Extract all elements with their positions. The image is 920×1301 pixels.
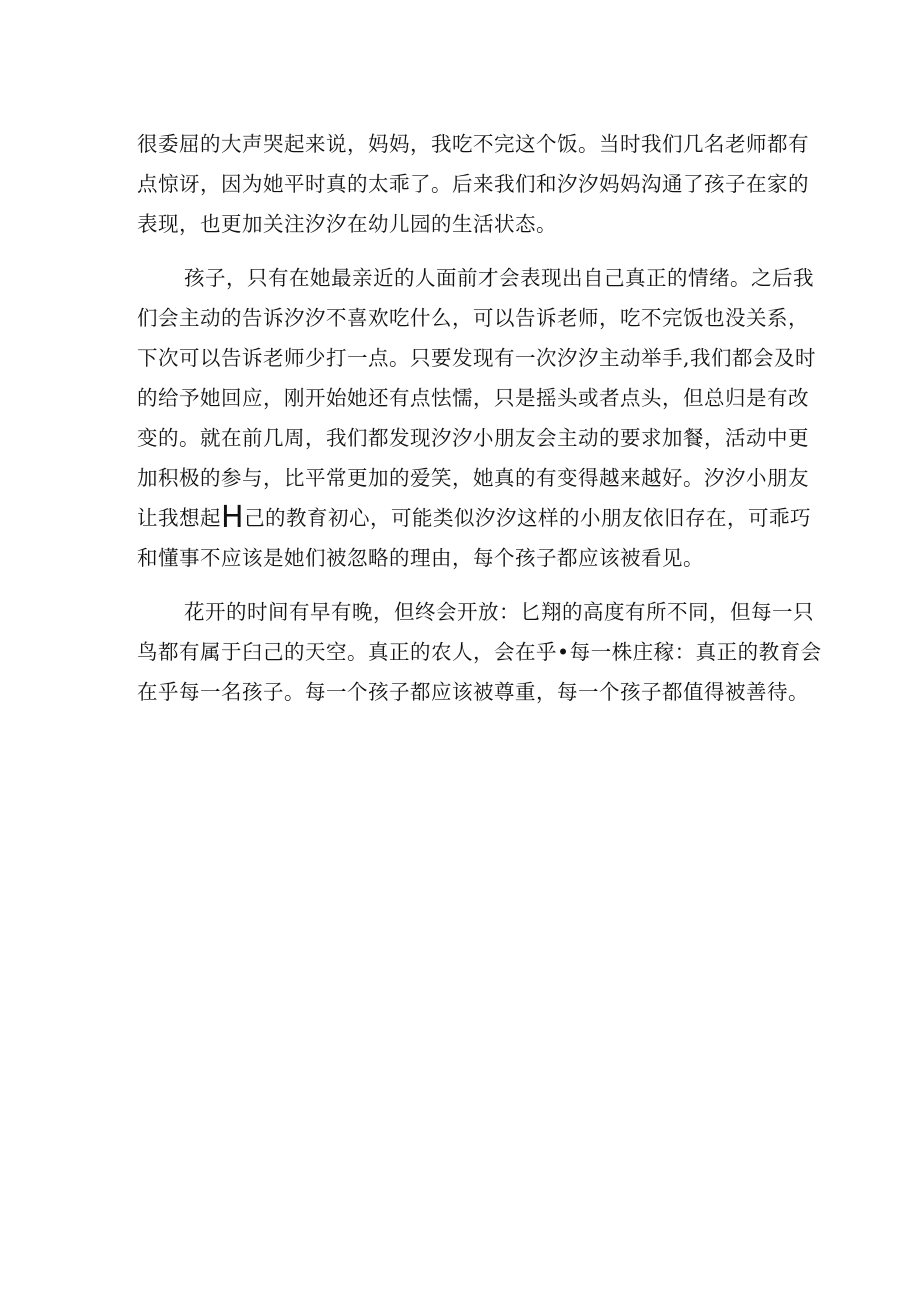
paragraph-2 xyxy=(137,258,817,578)
paragraph-line: 和懂事不应该是她们被忽略的理由，每个孩子都应该被看见。 xyxy=(137,546,704,570)
paragraph-1 xyxy=(137,124,809,244)
paragraph-line: 表现，也更加关注汐汐在幼儿园的生活状态。 xyxy=(137,212,557,236)
stray-glyph: H xyxy=(221,500,245,535)
paragraph-spacer xyxy=(137,578,787,592)
paragraph-spacer xyxy=(137,244,787,258)
paragraph-line: 花开的时间有早有晚，但终会开放：匕翔的高度有所不同，但每一只 xyxy=(184,600,814,624)
paragraph-line: 加积极的参与，比平常更加的爱笑，她真的有变得越来越好。汐汐小朋友 xyxy=(137,466,809,490)
text-segment: 让我想起 xyxy=(137,506,221,530)
paragraph-line: 点惊讶，因为她平时真的太乖了。后来我们和汐汐妈妈沟通了孩子在家的 xyxy=(137,172,809,196)
paragraph-line: 很委屈的大声哭起来说，妈妈，我吃不完这个饭。当时我们几名老师都有 xyxy=(137,132,809,156)
paragraph-line: 鸟都有属于臼己的天空。真正的农人，会在乎•每一株庄稼：真正的教育会 xyxy=(137,640,822,664)
paragraph-line: 在乎每一名孩子。每一个孩子都应该被尊重，每一个孩子都值得被善待。 xyxy=(137,680,809,704)
text-segment: 己的教育初心，可能类似汐汐这样的小朋友依旧存在，可乖巧 xyxy=(244,506,812,530)
paragraph-line: 下次可以告诉老师少打一点。只要发现有一次汐汐主动举手,我们都会及时 xyxy=(137,346,817,370)
paragraph-3 xyxy=(137,592,822,712)
paragraph-line: 的给予她回应，刚开始她还有点怯懦，只是摇头或者点头，但总归是有改 xyxy=(137,386,809,410)
paragraph-line-mixed xyxy=(137,498,812,538)
paragraph-line: 们会主动的告诉汐汐不喜欢吃什么，可以告诉老师，吃不完饭也没关系， xyxy=(137,306,809,330)
paragraph-line: 孩子，只有在她最亲近的人面前才会表现出自己真正的情绪。之后我 xyxy=(184,266,814,290)
paragraph-line: 变的。就在前几周，我们都发现汐汐小朋友会主动的要求加餐，活动中更 xyxy=(137,426,809,450)
document-body xyxy=(137,124,822,712)
